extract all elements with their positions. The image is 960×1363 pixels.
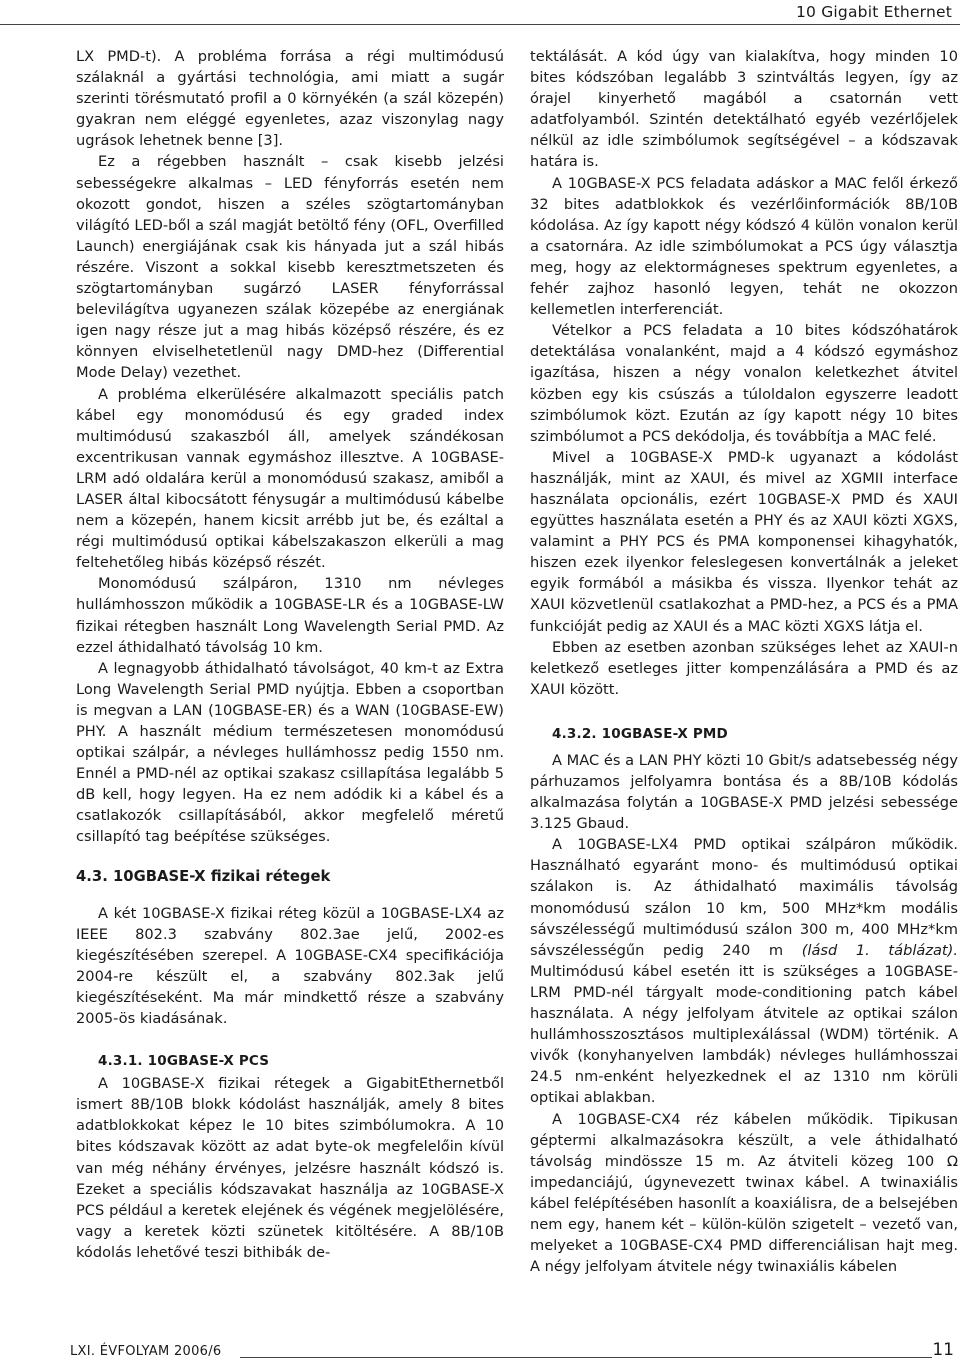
section-heading-4-3-2: 4.3.2. 10GBASE-X PMD [552, 725, 728, 742]
left-column [76, 46, 504, 1263]
page-footer [70, 1342, 960, 1362]
paragraph-text: Multimódusú kábel esetén itt is szükséges a 10GBASE-LRM PMD-nél tárgyalt mode-conditioning patch kábel használata. A négy jelfolyam átvitele az optikai szálon hullámhosszosztásos multiplexálással (WDM) történik. A vivők (konyhanyelven lambdák) névleges hullámhosszai 24.5 nm-enként helyezkednek el az 1310 nm körüli optikai ablakban. [530, 962, 958, 1107]
paragraph: tektálását. A kód úgy van kialakítva, hogy minden 10 bites kódszóban legalább 3 szintváltás legyen, így az órajel kinyerhető magából a csatornán vett adatfolyamból. Szintén detektálható egyéb vezérlőjelek nélkül az idle szimbólumok segítségével – a kódszavak határa is. [530, 48, 958, 171]
paragraph: A két 10GBASE-X fizikai réteg közül a 10GBASE-LX4 az IEEE 802.3 szabvány 802.3ae jelű, 2002-es kiegészítésében szerepel. A 10GBASE-CX4 specifikációja 2004-re készült el, a szabvány 802.3ak jelű kiegészítéseként. Ma már mindkettő része a szabvány 2005-ös kiadásának. [76, 904, 504, 1028]
footer-rule [240, 1357, 932, 1358]
section-heading-4-3: 4.3. 10GBASE-X fizikai rétegek [76, 867, 331, 885]
paragraph: A 10GBASE-X fizikai rétegek a GigabitEthernetből ismert 8B/10B blokk kódolást használják, amely 8 bites adatblokkokat képez le 10 bites szimbólumokra. A 10 bites kódszavak között az adat byte-ok megfelelőin kívül van még néhány érvényes, jelzésre használt kódszó is. Ezeket a speciális kódszavakat használja az 10GBASE-X PCS például a keretek elejének és végének megjelölésére, vagy a keretek közti szünetek kitöltésére. A 8B/10B kódolás lehetővé teszi bithibák de- [76, 1075, 504, 1261]
paragraph-text: A 10GBASE-LX4 PMD optikai szálpáron működik. Használható egyaránt mono- és multimódusú optikai szálakon is. Az áthidalható maximális távolság monomódusú szálon 10 km, 500 MHz*km modális sávszélességű multimódusú szálon 300 m, 400 MHz*km sávszélességűn pedig 240 m [530, 836, 958, 959]
paragraph [530, 834, 958, 1108]
paragraph: A 10GBASE-X PCS feladata adáskor a MAC felől érkező 32 bites adatblokkok és vezérlőinformációk 8B/10B kódolása. Az így kapott négy kódszó 4 külön vonalon kerül a csatornára. Az idle szimbólumokat a PCS úgy választja meg, hogy az elektormágneses spektrum egyenletes, a fehér zajhoz hasonló legyen, tehát ne okozzon kellemetlen interferenciát. [530, 174, 958, 319]
journal-issue: LXI. ÉVFOLYAM 2006/6 [70, 1344, 222, 1359]
section-heading-4-3-1: 4.3.1. 10GBASE-X PCS [98, 1053, 270, 1070]
paragraph: Ebben az esetben azonban szükséges lehet az XAUI-n keletkező esetleges jitter kompenzálására a PMD és az XAUI között. [530, 638, 958, 698]
paragraph: A MAC és a LAN PHY közti 10 Gbit/s adatsebesség négy párhuzamos jelfolyamra bontása és a 8B/10B kódolás alkalmazása folytán a 10GBASE-X PMD jelzési sebessége 3.125 Gbaud. [530, 751, 958, 833]
paragraph: Monomódusú szálpáron, 1310 nm névleges hullámhosszon működik a 10GBASE-LR és a 10GBASE-LW fizikai rétegben használt Long Wavelength Serial PMD. Az ezzel áthidalható távolság 10 km. [76, 575, 504, 656]
paragraph: Mivel a 10GBASE-X PMD-k ugyanazt a kódolást használják, mint az XAUI, és mivel az XGMII interface használata opcionális, ezért 10GBASE-X PMD és XAUI együttes használata esetén a PHY és az XAUI közti XGXS, valamint a PHY PCS és PMA komponensei kihagyhatók, hiszen ezek ilyenkor feleslegesen konvertálnák a jeleket egyik formából a másikba és vissza. Ilyenkor tehát az XAUI közvetlenül csatlakozhat a PMD-hez, a PCS és a PMA funkcióját pedig az XAUI és a MAC közti XGXS látja el. [530, 448, 958, 635]
header-rule [0, 24, 960, 25]
table-reference-link[interactable]: (lásd 1. táblázat). [801, 941, 958, 959]
paragraph: Vételkor a PCS feladata a 10 bites kódszóhatárok detektálása vonalanként, majd a 4 kódszó egymáshoz igazítása, hiszen a négy vonalon keletkezhet átvitel közben egy kis csúszás a túloldalon egyszerre leadott szimbólumok közt. Ezután az így kapott négy 10 bites szimbólumot a PCS dekódolja, és továbbítja a MAC felé. [530, 322, 958, 445]
paragraph: LX PMD-t). A probléma forrása a régi multimódusú szálaknál a gyártási technológia, ami miatt a sugár szerinti törésmutató profil a 0 környékén (a szál közepén) gyakran nem eléggé egyenletes, azaz viszonylag nagy ugrások lehetnek benne [3]. [76, 48, 504, 150]
paragraph: A legnagyobb áthidalható távolságot, 40 km-t az Extra Long Wavelength Serial PMD nyújtja. Ebben a csoportban is megvan a LAN (10GBASE-ER) és a WAN (10GBASE-EW) PHY. A használt médium természetesen monomódusú optikai szálpár, a névleges hullámhossz pedig 1550 nm. Ennél a PMD-nél az optikai szakasz csillapítása legalább 5 dB kell, hogy legyen. Ha ez nem adódik ki a kábel és a csatlakozók csillapításából, akkor megfelelő méretű csillapító tag beépítése szükséges. [76, 659, 504, 846]
running-title: 10 Gigabit Ethernet [795, 3, 952, 21]
page-number: 11 [932, 1340, 954, 1360]
paragraph: A probléma elkerülésére alkalmazott speciális patch kábel egy monomódusú és egy graded index multimódusú szakaszból áll, amelyek szándékosan excentrikusan vannak egymáshoz illesztve. A 10GBASE-LRM adó oldalára kerül a monomódusú szakasz, amiből a LASER által kibocsátott fénysugár a multimódusú kábelbe nem a közepén, hanem kicsit arrébb jut be, és ezáltal a régi multimódusú optikai kábelszakaszon elkerüli a mag feltehetőleg hibás középső részét. [76, 385, 504, 572]
right-column [530, 46, 958, 1277]
paragraph: A 10GBASE-CX4 réz kábelen működik. Tipikusan géptermi alkalmazásokra készült, a vele áthidalható távolság mindössze 15 m. Az átviteli közeg 100 Ω impedanciájú, úgynevezett twinax kábel. A twinaxiális kábel felépítésében hasonlít a koaxiálisra, de a belsejében nem egy, hanem két – külön-külön szigetelt – vezető van, melyeket a 10GBASE-CX4 PMD differenciálisan hajt meg. A négy jelfolyam átvitele négy twinaxiális kábelen [530, 1110, 958, 1276]
paragraph: Ez a régebben használt – csak kisebb jelzési sebességekre alkalmas – LED fényforrás esetén nem okozott gondot, hiszen a széles szögtartományban világító LED-ből a szál magját betöltő fény (OFL, Overfilled Launch) energiájának csak kis hányada jut a szál hibás részére. Viszont a sokkal kisebb keresztmetszeten és szögtartományban sugárzó LASER fényforrással belevilágítva ugyanezen szálak közepébe az energiának igen nagy része jut a mag hibás középső részére, és ez könnyen elviselhetetlenül nagy DMD-hez (Differential Mode Delay) vezethet. [76, 153, 504, 382]
